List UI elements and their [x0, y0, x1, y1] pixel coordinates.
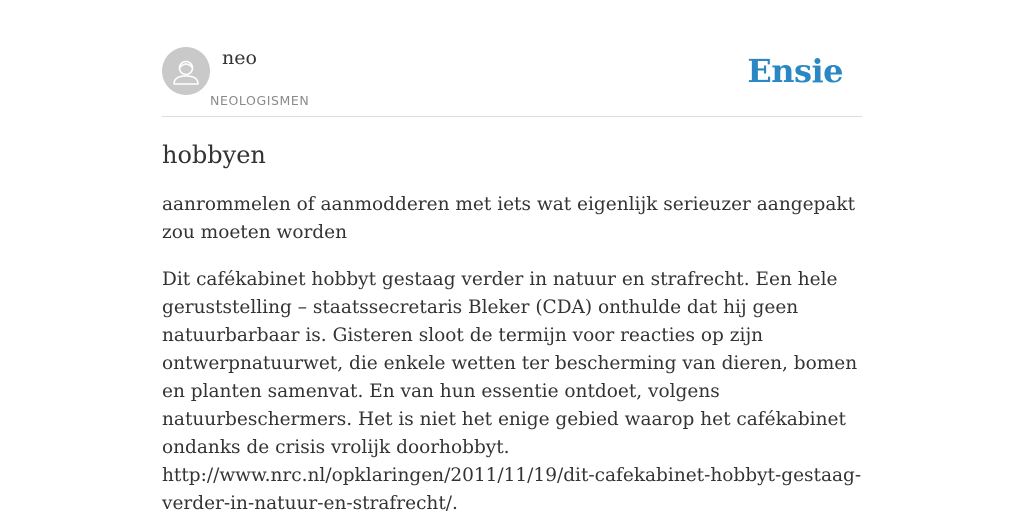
category-link[interactable]: NEOLOGISMEN [210, 93, 310, 108]
entry-term: hobbyen [162, 141, 266, 169]
header [162, 46, 862, 117]
source-link[interactable]: http://www.nrc.nl/opklaringen/2011/11/19/dit-cafekabinet-hobbyt-gestaag-verder-in-natuur-en-strafrecht/. [162, 465, 862, 512]
entry-example [162, 266, 862, 512]
user-icon [162, 47, 210, 95]
entry-definition: aanrommelen of aanmodderen met iets wat eigenlijk serieuzer aangepakt zou moeten worden [162, 194, 856, 243]
brand-logo[interactable]: Ensie [747, 52, 843, 90]
example-text: Dit cafékabinet hobbyt gestaag verder in natuur en strafrecht. Een hele geruststelling – staatssecretaris Bleker (CDA) onthulde dat hij geen natuurbarbaar is. Gisteren sloot de termijn voor reacties op zijn ontwerpnatuurwet, die enkele wetten ter bescherming van dieren, bomen en planten samenvat. En van hun essentie ontdoet, volgens natuurbeschermers. Het is niet het enige gebied waarop het cafékabinet ondanks de crisis vrolijk doorhobbyt. [162, 269, 858, 458]
avatar[interactable] [162, 47, 210, 95]
entry-content [162, 138, 862, 512]
author-link[interactable]: neo [222, 47, 257, 69]
